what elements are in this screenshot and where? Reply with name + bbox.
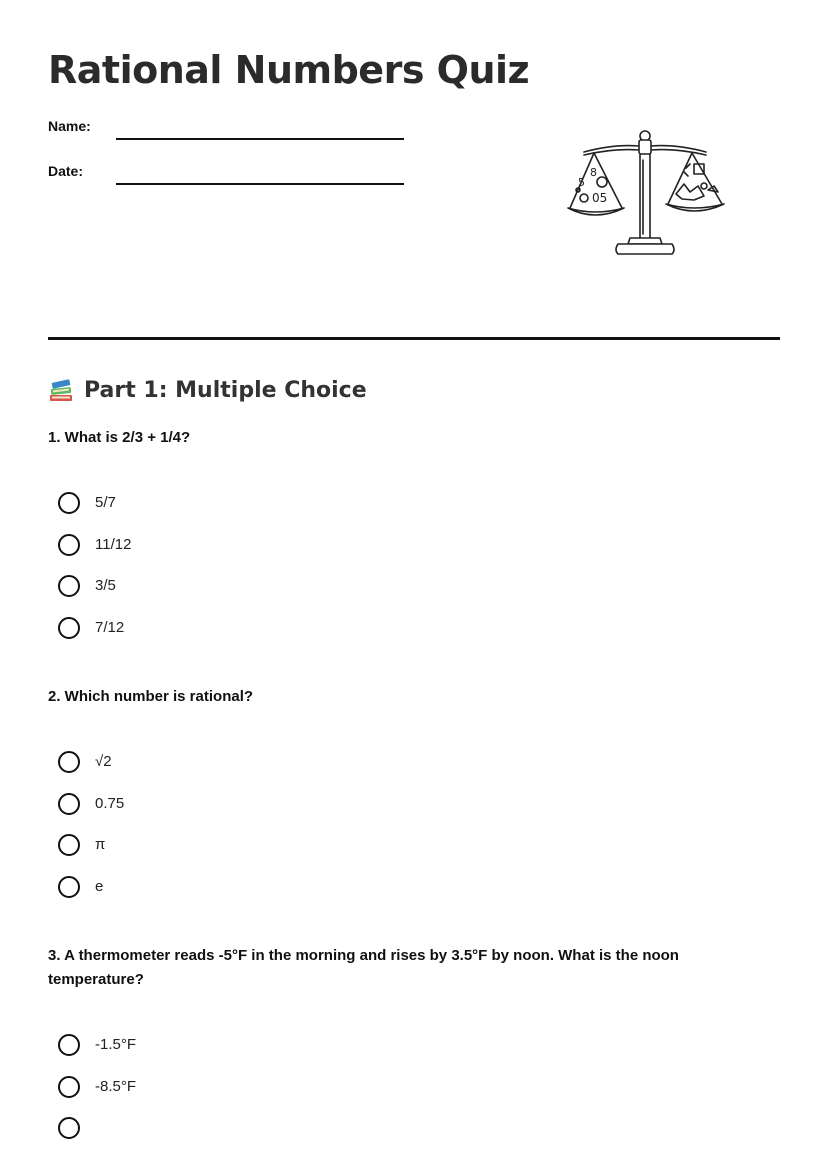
- name-field: [48, 118, 408, 148]
- question-3-options: [58, 1034, 136, 1159]
- option-item: [58, 492, 131, 534]
- date-blank-line[interactable]: [116, 183, 404, 185]
- option-radio[interactable]: [58, 575, 80, 597]
- question-1-options: [58, 492, 131, 658]
- option-item: [58, 534, 131, 576]
- date-label: Date:: [48, 163, 84, 179]
- option-radio[interactable]: [58, 617, 80, 639]
- scale-number-5: 5: [578, 176, 585, 189]
- balance-scale-icon: [564, 126, 728, 262]
- option-item: [58, 793, 124, 835]
- option-label[interactable]: 11/12: [95, 535, 132, 553]
- quiz-page: [48, 0, 780, 1118]
- option-label[interactable]: 3/5: [95, 577, 116, 594]
- date-field: [48, 163, 408, 193]
- option-label[interactable]: e: [95, 877, 104, 895]
- question-3: [48, 944, 748, 1095]
- option-label[interactable]: -8.5°F: [95, 1077, 137, 1095]
- option-radio[interactable]: [58, 1076, 80, 1098]
- option-item: [58, 617, 131, 659]
- option-radio[interactable]: [58, 793, 80, 815]
- question-1-text: 1. What is 2/3 + 1/4?: [48, 429, 191, 446]
- option-item: [58, 876, 124, 918]
- option-radio[interactable]: [58, 834, 80, 856]
- question-2: [48, 685, 748, 895]
- option-radio[interactable]: [58, 1117, 80, 1139]
- section-heading: [48, 374, 367, 406]
- section-divider: [48, 337, 780, 340]
- option-label[interactable]: √2: [95, 753, 112, 770]
- option-radio[interactable]: [58, 534, 80, 556]
- option-item: [58, 751, 124, 793]
- option-item: [58, 1117, 136, 1159]
- option-radio[interactable]: [58, 876, 80, 898]
- option-item: [58, 1076, 136, 1118]
- option-radio[interactable]: [58, 492, 80, 514]
- books-icon: [48, 377, 74, 403]
- option-label[interactable]: 0.75: [95, 794, 125, 812]
- scale-number-8: 8: [590, 166, 597, 179]
- name-label: Name:: [48, 118, 91, 134]
- option-radio[interactable]: [58, 751, 80, 773]
- question-2-options: [58, 751, 124, 917]
- question-3-text: 3. A thermometer reads -5°F in the morning and rises by 3.5°F by noon. What is the noon temperature?: [48, 947, 679, 988]
- option-label[interactable]: -1.5°F: [95, 1036, 137, 1053]
- question-2-text: 2. Which number is rational?: [48, 688, 254, 705]
- page-title: Rational Numbers Quiz: [48, 48, 530, 92]
- option-radio[interactable]: [58, 1034, 80, 1056]
- option-item: [58, 575, 131, 617]
- scale-number-05: 05: [592, 191, 608, 205]
- option-label[interactable]: 5/7: [95, 494, 116, 511]
- name-blank-line[interactable]: [116, 138, 404, 140]
- question-1: [48, 426, 748, 636]
- option-label[interactable]: 7/12: [95, 618, 125, 636]
- option-item: [58, 834, 124, 876]
- option-label[interactable]: π: [95, 836, 106, 853]
- option-item: [58, 1034, 136, 1076]
- section-title: Part 1: Multiple Choice: [84, 377, 367, 403]
